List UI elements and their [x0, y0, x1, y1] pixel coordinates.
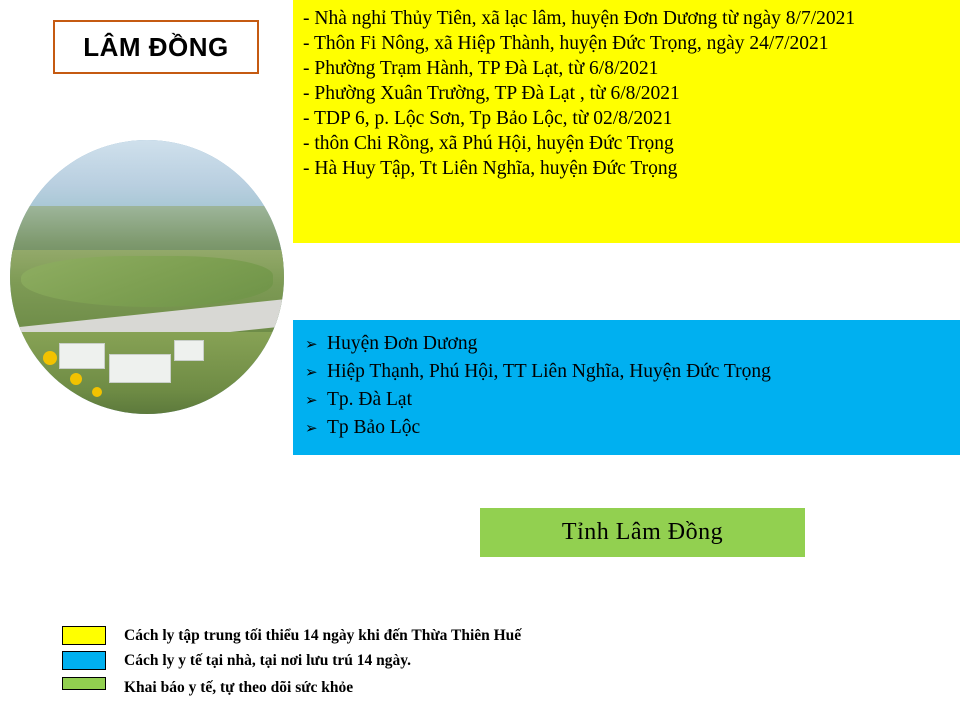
- arrow-bullet-icon: ➢: [305, 419, 318, 437]
- list-item: - thôn Chi Rồng, xã Phú Hội, huyện Đức Trọng: [303, 133, 674, 154]
- photo-building: [174, 340, 203, 361]
- list-item: - Phường Xuân Trường, TP Đà Lạt , từ 6/8/2021: [303, 83, 680, 104]
- photo-building: [109, 354, 171, 383]
- list-item: - Phường Trạm Hành, TP Đà Lạt, từ 6/8/2021: [303, 58, 659, 79]
- list-item: [305, 358, 948, 386]
- legend-row: [62, 674, 762, 696]
- list-item: - Thôn Fi Nông, xã Hiệp Thành, huyện Đức Trọng, ngày 24/7/2021: [303, 33, 829, 54]
- legend-swatch-yellow: [62, 626, 106, 645]
- list-item-label: Hiệp Thạnh, Phú Hội, TT Liên Nghĩa, Huyện Đức Trọng: [327, 361, 771, 382]
- page-title: LÂM ĐỒNG: [83, 31, 229, 62]
- legend: [62, 626, 762, 696]
- list-item: - Nhà nghỉ Thủy Tiên, xã lạc lâm, huyện Đơn Dương từ ngày 8/7/2021: [303, 8, 856, 29]
- legend-row: [62, 651, 762, 670]
- home-quarantine-list-panel: [293, 320, 960, 455]
- list-item-label: Huyện Đơn Dương: [327, 333, 478, 354]
- list-item: - Hà Huy Tập, Tt Liên Nghĩa, huyện Đức Trọng: [303, 158, 678, 179]
- legend-swatch-green: [62, 677, 106, 690]
- arrow-bullet-icon: ➢: [305, 335, 318, 353]
- province-green-bar-label: Tỉnh Lâm Đồng: [561, 519, 724, 545]
- legend-label: Cách ly y tế tại nhà, tại nơi lưu trú 14 ngày.: [124, 651, 412, 669]
- list-item: [305, 386, 948, 414]
- photo-building: [59, 343, 105, 370]
- list-item-label: Tp. Đà Lạt: [327, 389, 413, 410]
- legend-swatch-blue: [62, 651, 106, 670]
- arrow-bullet-icon: ➢: [305, 391, 318, 409]
- quarantine-centralized-list-panel: [293, 0, 960, 243]
- list-item: - TDP 6, p. Lộc Sơn, Tp Bảo Lộc, từ 02/8/2021: [303, 108, 673, 129]
- list-item-label: Tp Bảo Lộc: [327, 417, 421, 438]
- legend-label: Khai báo y tế, tự theo dõi sức khỏe: [124, 679, 354, 696]
- arrow-bullet-icon: ➢: [305, 363, 318, 381]
- lam-dong-photo: [10, 140, 284, 414]
- province-green-bar: [480, 508, 805, 557]
- list-item: [305, 330, 948, 358]
- list-item: [305, 414, 948, 442]
- legend-row: [62, 626, 762, 645]
- legend-label: Cách ly tập trung tối thiểu 14 ngày khi đến Thừa Thiên Huế: [124, 626, 522, 644]
- photo-yellow-roof: [43, 351, 57, 365]
- province-title-box: [53, 20, 259, 74]
- photo-yellow-roof: [92, 387, 102, 397]
